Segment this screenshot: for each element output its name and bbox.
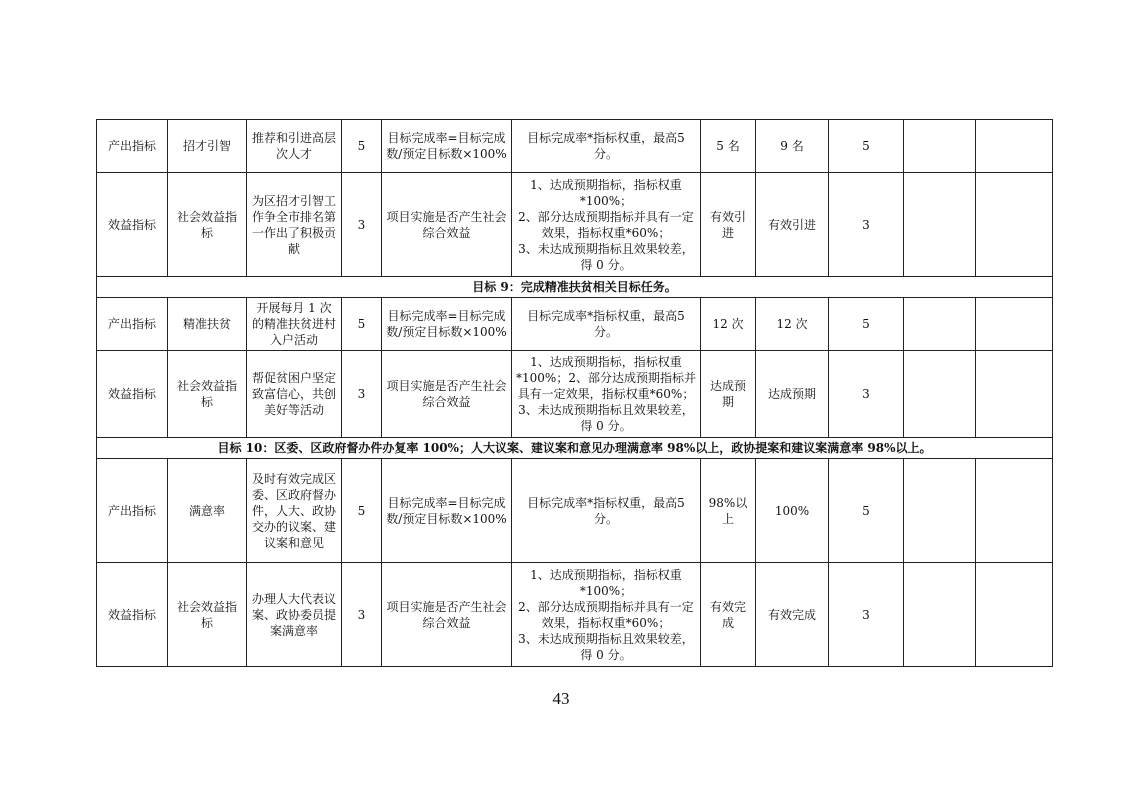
- empty-cell: [976, 351, 1053, 438]
- empty-cell: [904, 563, 976, 667]
- actual-value: 12 次: [756, 298, 829, 351]
- indicator-weight: 3: [342, 351, 382, 438]
- score: 5: [829, 120, 904, 173]
- indicator-weight: 3: [342, 563, 382, 667]
- empty-cell: [976, 563, 1053, 667]
- indicator-subcategory: 招才引智: [168, 120, 247, 173]
- indicator-category: 效益指标: [97, 563, 168, 667]
- evaluation-method: 项目实施是否产生社会综合效益: [382, 173, 512, 277]
- empty-cell: [904, 173, 976, 277]
- scoring-rule: 目标完成率*指标权重，最高5分。: [512, 459, 701, 563]
- target-value: 有效完成: [701, 563, 756, 667]
- target-value: 5 名: [701, 120, 756, 173]
- actual-value: 有效引进: [756, 173, 829, 277]
- indicator-weight: 5: [342, 120, 382, 173]
- empty-cell: [976, 120, 1053, 173]
- indicator-subcategory: 社会效益指标: [168, 563, 247, 667]
- indicator-weight: 5: [342, 459, 382, 563]
- indicator-category: 产出指标: [97, 459, 168, 563]
- empty-cell: [904, 120, 976, 173]
- actual-value: 9 名: [756, 120, 829, 173]
- indicator-content: 推荐和引进高层次人才: [247, 120, 342, 173]
- indicator-content: 帮促贫困户坚定致富信心，共创美好等活动: [247, 351, 342, 438]
- empty-cell: [904, 298, 976, 351]
- goal-row: [97, 438, 1053, 459]
- target-value: 98%以上: [701, 459, 756, 563]
- table-row: [97, 459, 1053, 563]
- goal-row: [97, 277, 1053, 298]
- target-value: 达成预期: [701, 351, 756, 438]
- indicator-weight: 3: [342, 173, 382, 277]
- goal-9-heading: 目标 9：完成精准扶贫相关目标任务。: [97, 277, 1053, 298]
- empty-cell: [976, 459, 1053, 563]
- empty-cell: [904, 351, 976, 438]
- indicator-content: 开展每月 1 次的精准扶贫进村入户活动: [247, 298, 342, 351]
- evaluation-method: 目标完成率=目标完成数/预定目标数×100%: [382, 120, 512, 173]
- indicator-content: 及时有效完成区委、区政府督办件，人大、政协交办的议案、建议案和意见: [247, 459, 342, 563]
- scoring-rule: 1、达成预期指标，指标权重*100%； 2、部分达成预期指标并具有一定效果，指标权重*60%； 3、未达成预期指标且效果较差，得 0 分。: [512, 563, 701, 667]
- score: 3: [829, 563, 904, 667]
- indicator-category: 效益指标: [97, 351, 168, 438]
- evaluation-method: 项目实施是否产生社会综合效益: [382, 351, 512, 438]
- evaluation-method: 项目实施是否产生社会综合效益: [382, 563, 512, 667]
- indicator-subcategory: 社会效益指标: [168, 173, 247, 277]
- goal-10-heading: 目标 10：区委、区政府督办件办复率 100%；人大议案、建议案和意见办理满意率 98%以上，政协提案和建议案满意率 98%以上。: [97, 438, 1053, 459]
- table-row: [97, 173, 1053, 277]
- score: 5: [829, 298, 904, 351]
- performance-indicator-table: [96, 119, 1053, 667]
- actual-value: 100%: [756, 459, 829, 563]
- table-row: [97, 351, 1053, 438]
- target-value: 有效引进: [701, 173, 756, 277]
- score: 3: [829, 173, 904, 277]
- empty-cell: [976, 173, 1053, 277]
- scoring-rule: 目标完成率*指标权重，最高5分。: [512, 120, 701, 173]
- indicator-subcategory: 满意率: [168, 459, 247, 563]
- scoring-rule: 1、达成预期指标，指标权重*100%； 2、部分达成预期指标并具有一定效果，指标权重*60%； 3、未达成预期指标且效果较差，得 0 分。: [512, 173, 701, 277]
- table-row: [97, 563, 1053, 667]
- page-number: 43: [552, 689, 570, 708]
- indicator-weight: 5: [342, 298, 382, 351]
- actual-value: 有效完成: [756, 563, 829, 667]
- score: 3: [829, 351, 904, 438]
- empty-cell: [976, 298, 1053, 351]
- evaluation-method: 目标完成率=目标完成数/预定目标数×100%: [382, 298, 512, 351]
- scoring-rule: 1、达成预期指标，指标权重*100%；2、部分达成预期指标并具有一定效果，指标权重*60%；3、未达成预期指标且效果较差，得 0 分。: [512, 351, 701, 438]
- indicator-category: 效益指标: [97, 173, 168, 277]
- score: 5: [829, 459, 904, 563]
- table-row: [97, 298, 1053, 351]
- table-row: [97, 120, 1053, 173]
- indicator-category: 产出指标: [97, 298, 168, 351]
- empty-cell: [904, 459, 976, 563]
- scoring-rule: 目标完成率*指标权重，最高5分。: [512, 298, 701, 351]
- indicator-category: 产出指标: [97, 120, 168, 173]
- indicator-subcategory: 社会效益指标: [168, 351, 247, 438]
- target-value: 12 次: [701, 298, 756, 351]
- indicator-content: 办理人大代表议案、政协委员提案满意率: [247, 563, 342, 667]
- indicator-subcategory: 精准扶贫: [168, 298, 247, 351]
- evaluation-method: 目标完成率=目标完成数/预定目标数×100%: [382, 459, 512, 563]
- indicator-content: 为区招才引智工作争全市排名第一作出了积极贡献: [247, 173, 342, 277]
- actual-value: 达成预期: [756, 351, 829, 438]
